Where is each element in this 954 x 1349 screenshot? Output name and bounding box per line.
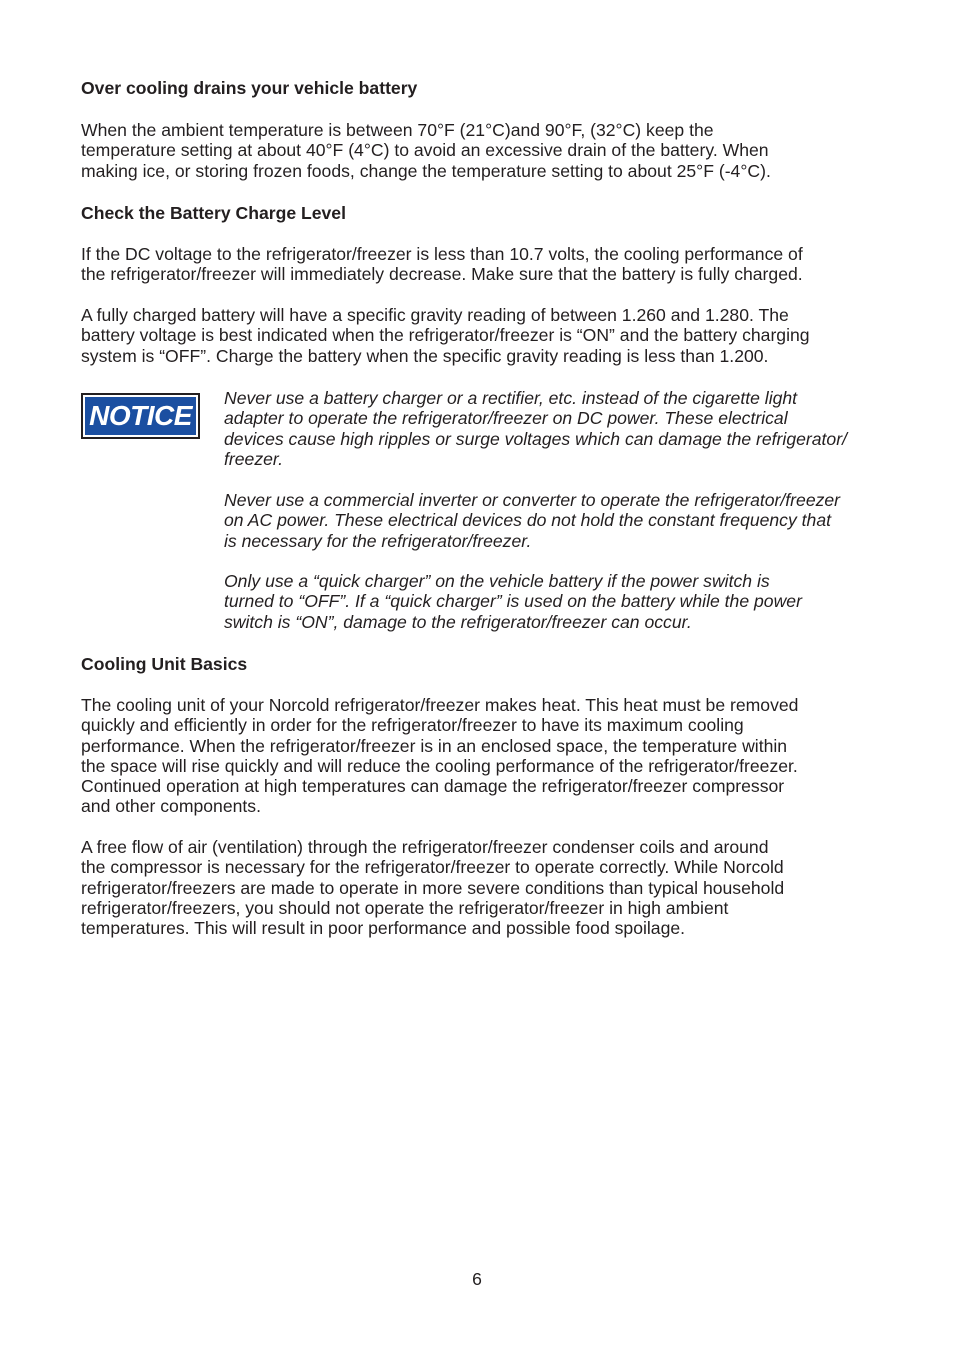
paragraph-specific-gravity: A fully charged battery will have a specific gravity reading of between 1.260 and 1.280. The battery voltage is best indicated when the refrigerator/freezer is “ON” and the battery charging system is “OFF”. Charge the battery when the specific gravity reading is less than 1.200. — [81, 305, 810, 366]
notice-paragraph-charger: Never use a battery charger or a rectifier, etc. instead of the cigarette light adapter to operate the refrigerator/freezer on DC power. These electrical devices cause high ripples or surge voltages which can damage the refrigerator/ freezer. — [224, 388, 847, 469]
heading-cooling-unit: Cooling Unit Basics — [81, 654, 248, 674]
paragraph-cooling-unit: The cooling unit of your Norcold refrigerator/freezer makes heat. This heat must be removed quickly and efficiently in order for the refrigerator/freezer to have its maximum cooling performance. When the refrigerator/freezer is in an enclosed space, the temperature within the space will rise quickly and will reduce the cooling performance of the refrigerator/freezer. Continued operation at high temperatures can damage the refrigerator/freezer compressor and other components. — [81, 695, 799, 817]
paragraph-over-cooling: When the ambient temperature is between 70°F (21°C)and 90°F, (32°C) keep the temperature setting at about 40°F (4°C) to avoid an excessive drain of the battery. When making ice, or storing frozen foods, change the temperature setting to about 25°F (-4°C). — [81, 120, 771, 181]
paragraph-ventilation: A free flow of air (ventilation) through the refrigerator/freezer condenser coils and around the compressor is necessary for the refrigerator/freezer to operate correctly. While Norcold refrigerator/freezers are made to operate in more severe conditions than typical household refrigerator/freezers, you should not operate the refrigerator/freezer in high ambient temperatures. This will result in poor performance and possible food spoilage. — [81, 837, 785, 939]
heading-over-cooling: Over cooling drains your vehicle battery — [81, 78, 418, 98]
notice-badge — [81, 393, 200, 439]
page-number: 6 — [472, 1269, 482, 1289]
notice-paragraph-inverter: Never use a commercial inverter or converter to operate the refrigerator/freezer on AC power. These electrical devices do not hold the constant frequency that is necessary for the refrigerator/freezer. — [224, 490, 841, 551]
paragraph-battery-voltage: If the DC voltage to the refrigerator/freezer is less than 10.7 volts, the cooling performance of the refrigerator/freezer will immediately decrease. Make sure that the battery is fully charged. — [81, 244, 803, 285]
notice-paragraph-quick-charger: Only use a “quick charger” on the vehicle battery if the power switch is turned to “OFF”. If a “quick charger” is used on the battery while the power switch is “ON”, damage to the refrigerator/freezer can occur. — [224, 571, 802, 632]
heading-battery-charge: Check the Battery Charge Level — [81, 203, 346, 223]
notice-badge-label: NOTICE — [85, 397, 196, 435]
